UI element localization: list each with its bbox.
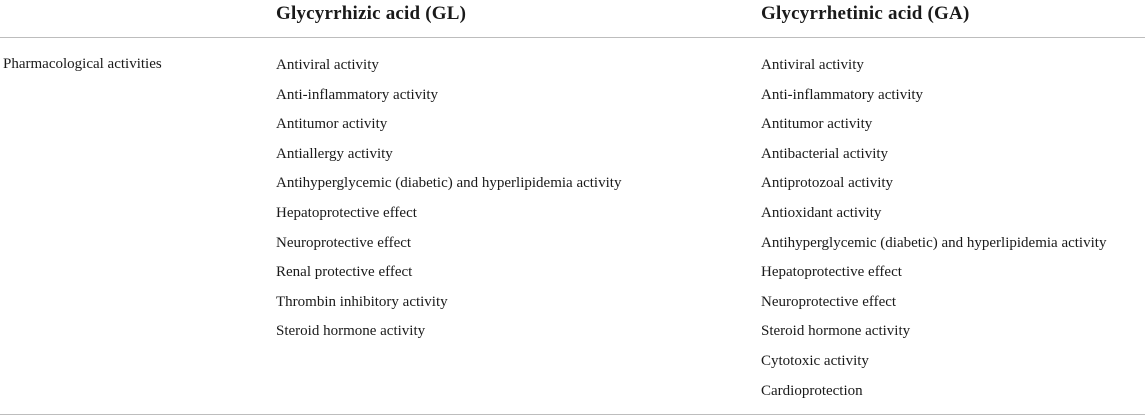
- column-header-gl: Glycyrrhizic acid (GL): [276, 3, 467, 24]
- list-item: Antihyperglycemic (diabetic) and hyperlipidemia activity: [276, 175, 622, 192]
- list-item: Antibacterial activity: [761, 145, 889, 162]
- list-item: Cardioprotection: [761, 382, 863, 399]
- list-item: Thrombin inhibitory activity: [276, 293, 448, 310]
- list-item: Antiviral activity: [761, 57, 864, 73]
- table-header: [0, 0, 1145, 38]
- ga-activity-list: [761, 56, 1106, 411]
- list-item: Anti-inflammatory activity: [276, 86, 439, 103]
- list-item: Antiallergy activity: [276, 145, 393, 162]
- column-header-ga: Glycyrrhetinic acid (GA): [761, 3, 970, 24]
- list-item: Steroid hormone activity: [761, 323, 911, 340]
- list-item: Antioxidant activity: [761, 204, 882, 221]
- list-item: Antitumor activity: [276, 116, 388, 133]
- list-item: Antiviral activity: [276, 57, 379, 73]
- list-item: Steroid hormone activity: [276, 323, 426, 340]
- list-item: Neuroprotective effect: [761, 293, 897, 310]
- list-item: Neuroprotective effect: [276, 234, 412, 251]
- list-item: Cytotoxic activity: [761, 352, 869, 369]
- list-item: Antihyperglycemic (diabetic) and hyperlipidemia activity: [761, 234, 1107, 251]
- list-item: Antiprotozoal activity: [761, 175, 894, 192]
- list-item: Hepatoprotective effect: [761, 264, 902, 281]
- list-item: Antitumor activity: [761, 116, 873, 133]
- table-bottom-rule: [0, 414, 1145, 415]
- gl-activity-list: [276, 56, 621, 352]
- list-item: Renal protective effect: [276, 264, 413, 281]
- row-label: Pharmacological activities: [3, 56, 162, 72]
- list-item: Hepatoprotective effect: [276, 204, 417, 221]
- list-item: Anti-inflammatory activity: [761, 86, 924, 103]
